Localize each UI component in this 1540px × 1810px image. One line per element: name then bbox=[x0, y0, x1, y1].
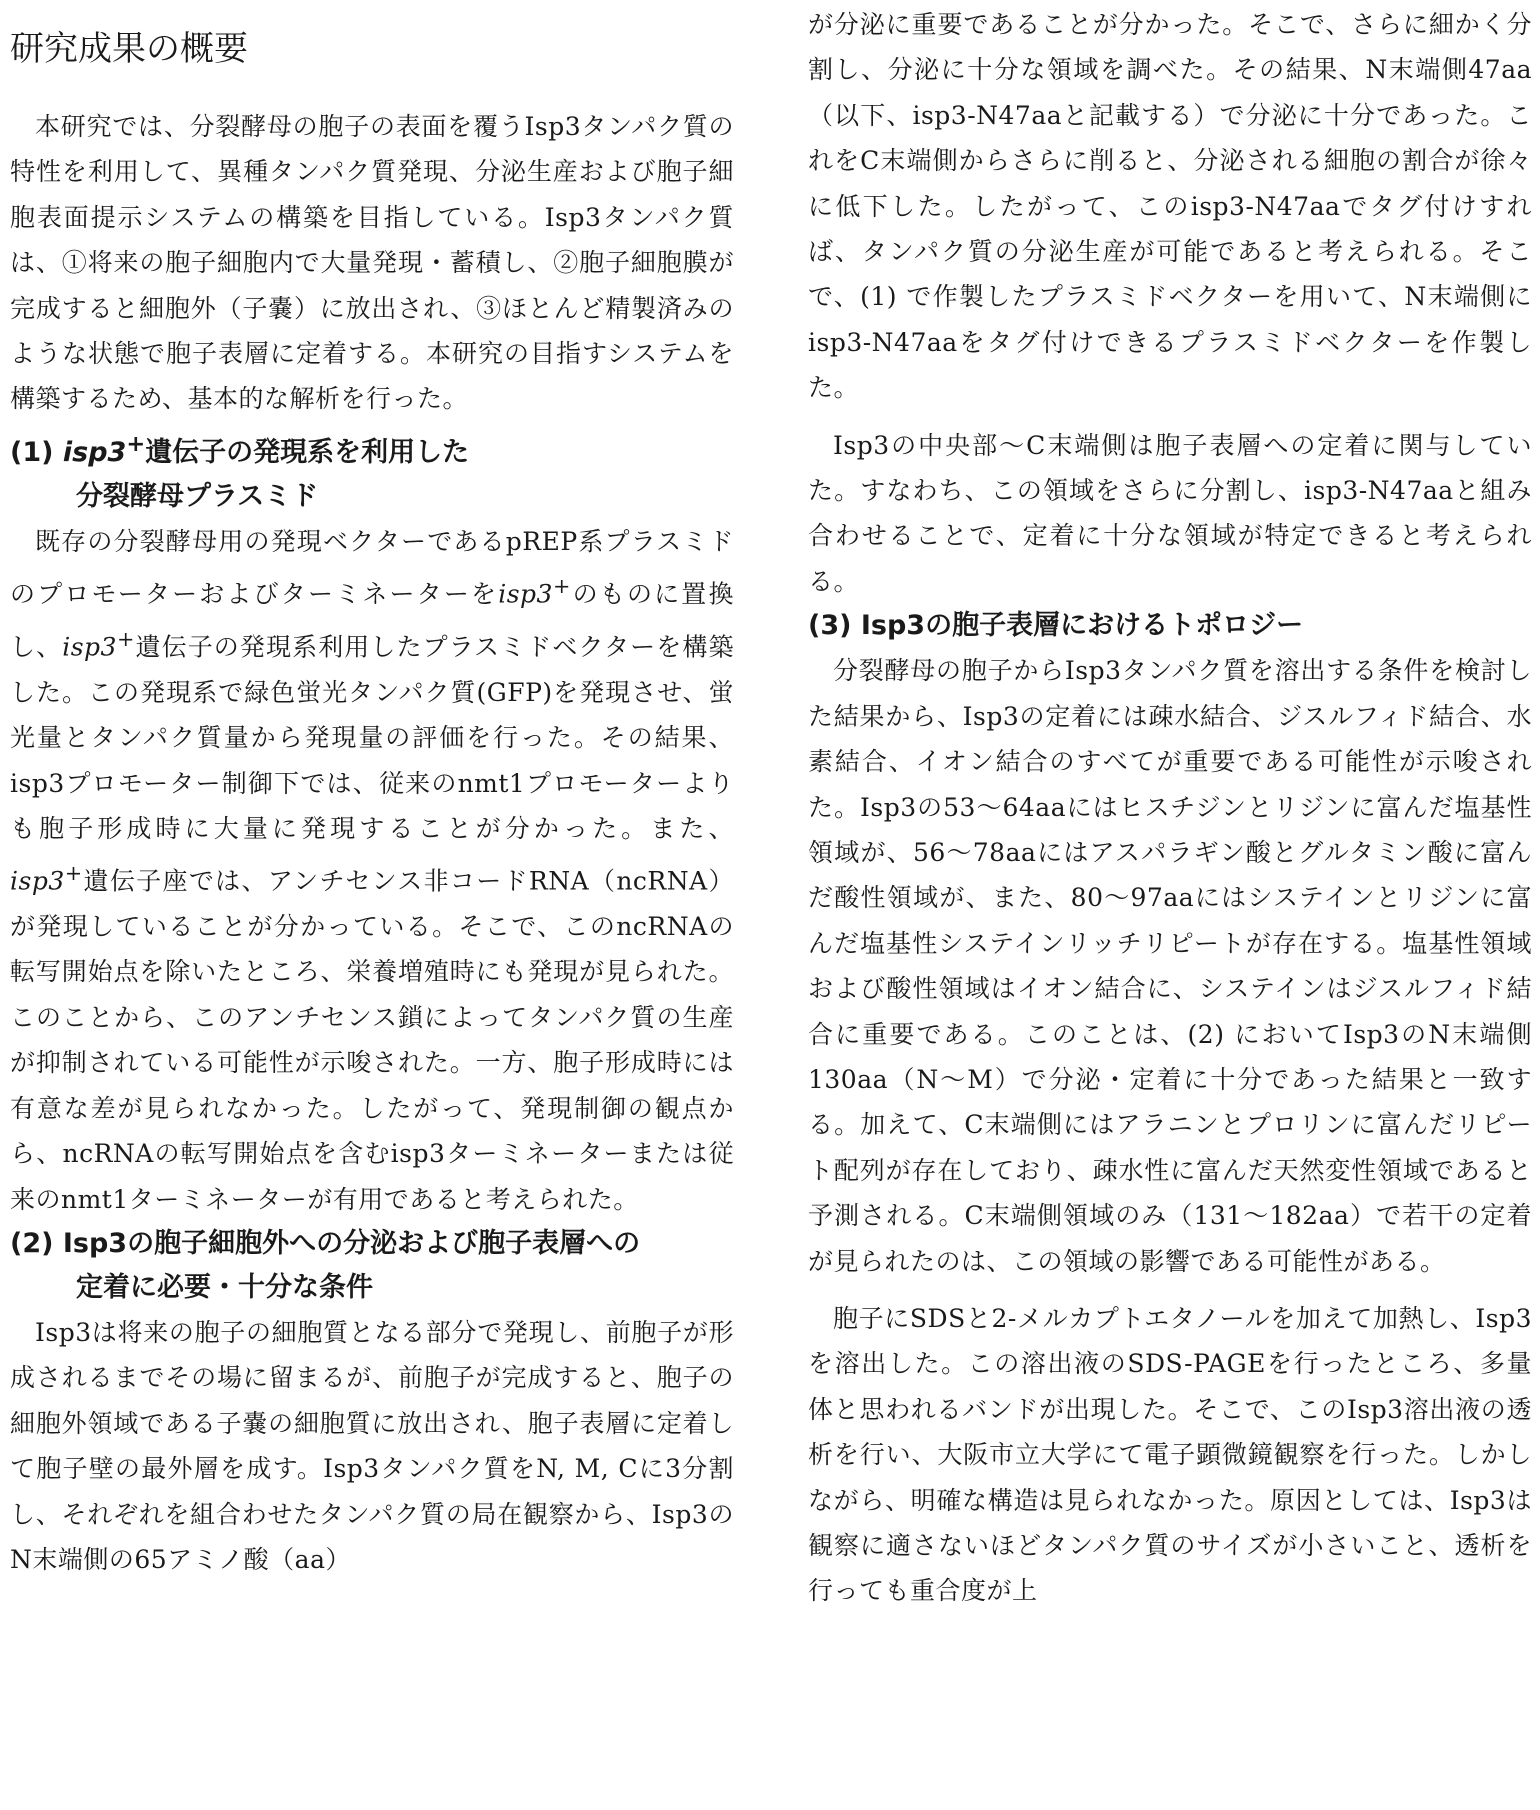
section2-heading-line1: (2) Isp3の胞子細胞外への分泌および胞子表層への bbox=[10, 1227, 641, 1259]
section1-heading bbox=[10, 422, 734, 519]
section2-heading-line2: 定着に必要・十分な条件 bbox=[76, 1271, 373, 1303]
gene-ref-2-sup: + bbox=[116, 626, 135, 651]
section1-paragraph bbox=[10, 519, 734, 1222]
right-column bbox=[808, 0, 1532, 1614]
section1-gene-sup: + bbox=[126, 430, 146, 457]
gene-ref-3-sup: + bbox=[64, 861, 83, 886]
gene-ref-3: isp3 bbox=[10, 866, 65, 896]
continued-paragraph: が分泌に重要であることが分かった。そこで、さらに細かく分割し、分泌に十分な領域を調べた。その結果、N末端側47aa（以下、isp3-N47aaと記載する）で分泌に十分であった。これをC末端側からさらに削ると、分泌される細胞の割合が徐々に低下した。したがって、このisp3-N47aaでタグ付けすれば、タンパク質の分泌生産が可能であると考えられる。そこで、(1) で作製したプラスミドベクターを用いて、N末端側にisp3-N47aaをタグ付けできるプラスミドベクターを作製した。 bbox=[808, 10, 1532, 403]
gene-ref-1-sup: + bbox=[552, 574, 571, 599]
section2-heading bbox=[10, 1222, 734, 1310]
section1-heading-rest: 遺伝子の発現系を利用した bbox=[145, 436, 470, 468]
page-title: 研究成果の概要 bbox=[10, 29, 248, 69]
intro-paragraph: 本研究では、分裂酵母の胞子の表面を覆うIsp3タンパク質の特性を利用して、異種タンパク質発現、分泌生産および胞子細胞表面提示システムの構築を目指している。Isp3タンパク質は、①将来の胞子細胞内で大量発現・蓄積し、②胞子細胞膜が完成すると細胞外（子嚢）に放出され、③ほとんど精製済みのような状態で胞子表層に定着する。本研究の目指すシステムを構築するため、基本的な解析を行った。 bbox=[10, 112, 734, 414]
section1-text-c: 遺伝子の発現系利用したプラスミドベクターを構築した。この発現系で緑色蛍光タンパク質(GFP)を発現させ、蛍光量とタンパク質量から発現量の評価を行った。その結果、isp3プロモーター制御下では、従来のnmt1プロモーターよりも胞子形成時に大量に発現することが分かった。また、 bbox=[10, 632, 734, 843]
section1-number: (1) bbox=[10, 436, 63, 468]
section1-text-d: 遺伝子座では、アンチセンス非コードRNA（ncRNA）が発現していることが分かっている。そこで、このncRNAの転写開始点を除いたところ、栄養増殖時にも発現が見られた。このことから、このアンチセンス鎖によってタンパク質の生産が抑制されている可能性が示唆された。一方、胞子形成時には有意な差が見られなかった。したがって、発現制御の観点から、ncRNAの転写開始点を含むisp3ターミネーターまたは従来のnmt1ターミネーターが有用であると考えられた。 bbox=[10, 866, 734, 1214]
section1-text-b: のものに置換し、 bbox=[10, 579, 734, 662]
central-region-paragraph: Isp3の中央部～C末端側は胞子表層への定着に関与していた。すなわち、この領域をさらに分割し、isp3-N47aaと組み合わせることで、定着に十分な領域が特定できると考えられる。 bbox=[808, 430, 1532, 596]
section3-heading: (3) Isp3の胞子表層におけるトポロジー bbox=[808, 610, 1304, 642]
section1-gene: isp3 bbox=[62, 436, 127, 468]
gene-ref-1: isp3 bbox=[498, 579, 553, 609]
section1-text-a: 既存の分裂酵母用の発現ベクターであるpREP系プラスミドのプロモーターおよびターミネーターを bbox=[10, 526, 734, 609]
sds-paragraph: 胞子にSDSと2-メルカプトエタノールを加えて加熱し、Isp3を溶出した。この溶出液のSDS-PAGEを行ったところ、多量体と思われるバンドが出現した。そこで、このIsp3溶出液の透析を行い、大阪市立大学にて電子顕微鏡観察を行った。しかしながら、明確な構造は見られなかった。原因としては、Isp3は観察に適さないほどタンパク質のサイズが小さいこと、透析を行っても重合度が上 bbox=[808, 1303, 1532, 1606]
left-column bbox=[10, 0, 734, 1582]
section2-paragraph: Isp3は将来の胞子の細胞質となる部分で発現し、前胞子が形成されるまでその場に留まるが、前胞子が完成すると、胞子の細胞外領域である子嚢の細胞質に放出され、胞子表層に定着して胞子壁の最外層を成す。Isp3タンパク質をN, M, Cに3分割し、それぞれを組合わせたタンパク質の局在観察から、Isp3のN末端側の65アミノ酸（aa） bbox=[10, 1317, 734, 1574]
gene-ref-2: isp3 bbox=[62, 632, 117, 662]
topology-paragraph: 分裂酵母の胞子からIsp3タンパク質を溶出する条件を検討した結果から、Isp3の定着には疎水結合、ジスルフィド結合、水素結合、イオン結合のすべてが重要である可能性が示唆された。Isp3の53～64aaにはヒスチジンとリジンに富んだ塩基性領域が、56～78aaにはアスパラギン酸とグルタミン酸に富んだ酸性領域が、また、80～97aaにはシステインとリジンに富んだ塩基性システインリッチリピートが存在する。塩基性領域および酸性領域はイオン結合に、システインはジスルフィド結合に重要である。このことは、(2) においてIsp3のN末端側130aa（N～M）で分泌・定着に十分であった結果と一致する。加えて、C末端側にはアラニンとプロリンに富んだリピート配列が存在しており、疎水性に富んだ天然変性領域であると予測される。C末端側領域のみ（131～182aa）で若干の定着が見られたのは、この領域の影響である可能性がある。 bbox=[808, 656, 1532, 1276]
section1-heading-line2: 分裂酵母プラスミド bbox=[76, 480, 319, 512]
